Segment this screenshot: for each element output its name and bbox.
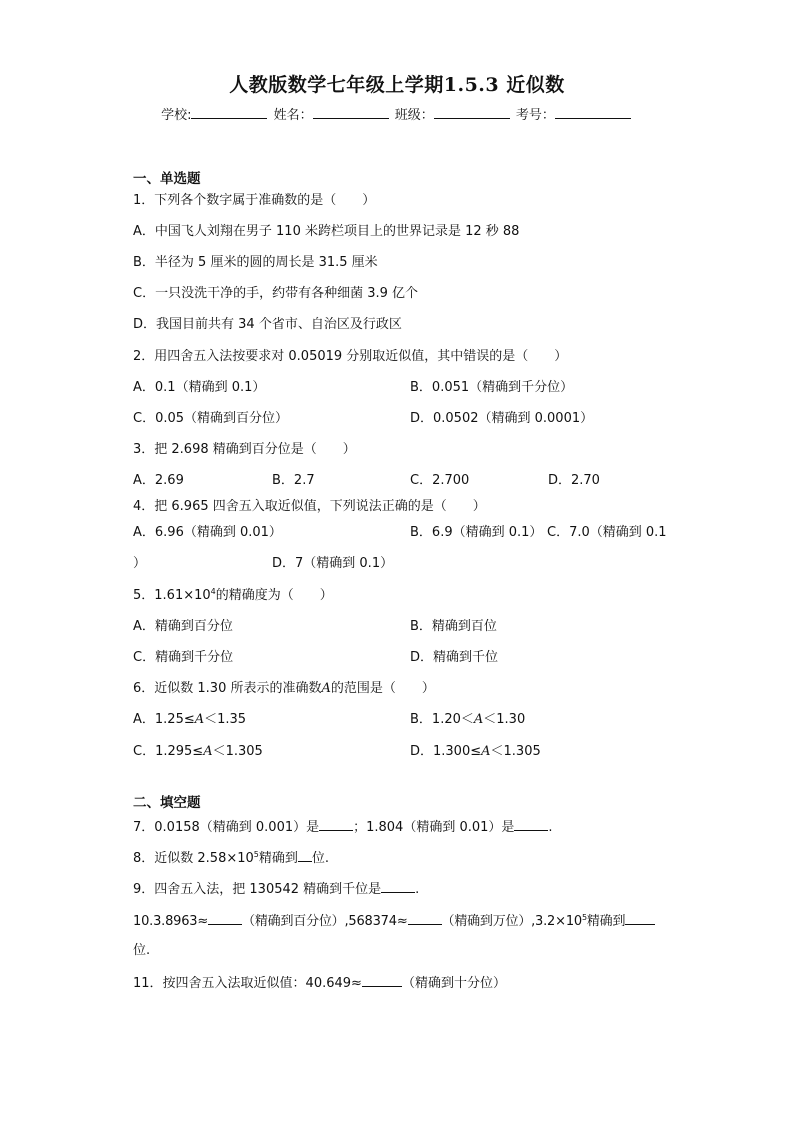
- option-d-pre: D．1.300≤: [410, 744, 482, 759]
- q7-part3: .: [548, 820, 553, 835]
- q8-exponent: 5: [253, 850, 259, 859]
- question-5-option-a: A．精确到百分位: [133, 619, 233, 634]
- school-label: 学校:: [161, 108, 192, 123]
- question-2-option-d: D．0.0502（精确到 0.0001）: [410, 411, 594, 426]
- q9-part2: .: [415, 882, 420, 897]
- q10-part2: （精确到百分位）,568374≈: [242, 914, 408, 929]
- q11-part1: 11．按四舍五入法取近似值：40.649≈: [133, 976, 362, 991]
- question-4-option-c-cont: ）: [133, 556, 147, 571]
- question-4-option-d: D．7（精确到 0.1）: [272, 556, 394, 571]
- question-1-option-d: D．我国目前共有 34 个省市、自治区及行政区: [133, 317, 402, 332]
- question-3-option-b: B．2.7: [272, 473, 315, 488]
- question-5-option-d: D．精确到千位: [410, 650, 499, 665]
- question-5-option-c: C．精确到千分位: [133, 650, 234, 665]
- question-2-option-b: B．0.051（精确到千分位）: [410, 380, 574, 395]
- option-b-pre: B．1.20＜: [410, 712, 474, 727]
- q8-part1: 8．近似数 2.58×10: [133, 851, 254, 866]
- class-label: 班级：: [394, 108, 434, 123]
- question-6-stem-pre: 6．近似数 1.30 所表示的准确数: [133, 681, 322, 696]
- q10-blank-3[interactable]: [625, 912, 655, 925]
- question-2-stem: 2．用四舍五入法按要求对 0.05019 分别取近似值，其中错误的是（ ）: [133, 349, 568, 364]
- question-6-stem-post: 的范围是（ ）: [330, 681, 435, 696]
- option-a-pre: A．1.25≤: [133, 712, 195, 727]
- q8-part2: 精确到: [258, 851, 298, 866]
- option-c-post: ＜1.305: [212, 744, 263, 759]
- q10-blank-2[interactable]: [408, 912, 442, 925]
- question-3-option-a: A．2.69: [133, 473, 184, 488]
- number-label: 考号：: [515, 108, 555, 123]
- question-4-option-c: C．7.0（精确到 0.1: [547, 525, 667, 540]
- q10-exponent: 5: [581, 913, 587, 922]
- q11-part2: （精确到十分位）: [401, 976, 506, 991]
- question-10: [133, 912, 655, 930]
- question-11: [133, 974, 506, 992]
- q7-part2: ；1.804（精确到 0.01）是: [353, 820, 515, 835]
- option-c-pre: C．1.295≤: [133, 744, 204, 759]
- question-5-option-b: B．精确到百位: [410, 619, 497, 634]
- q10-part4: 精确到: [586, 914, 626, 929]
- question-6-option-a: [133, 712, 246, 728]
- question-6-option-c: [133, 744, 263, 760]
- q8-part3: 位.: [311, 851, 330, 866]
- q8-blank[interactable]: [298, 849, 312, 862]
- question-10-line2: 位.: [133, 943, 151, 958]
- question-6-variable: A: [321, 681, 331, 696]
- question-6-option-d: [410, 744, 541, 760]
- class-blank[interactable]: [434, 106, 510, 119]
- q9-part1: 9．四舍五入法，把 130542 精确到千位是: [133, 882, 382, 897]
- option-b-post: ＜1.30: [483, 712, 526, 727]
- question-5-exponent: 4: [210, 587, 216, 596]
- option-d-var: A: [481, 744, 491, 759]
- question-4-stem: 4．把 6.965 四舍五入取近似值，下列说法正确的是（ ）: [133, 499, 486, 514]
- q7-blank-2[interactable]: [514, 818, 548, 831]
- option-b-var: A: [473, 712, 484, 727]
- q11-blank[interactable]: [362, 974, 402, 987]
- question-3-option-c: C．2.700: [410, 473, 470, 488]
- question-3-stem: 3．把 2.698 精确到百分位是（ ）: [133, 442, 356, 457]
- school-blank[interactable]: [191, 106, 267, 119]
- question-4-option-b: B．6.9（精确到 0.1）: [410, 525, 543, 540]
- question-4-option-a: A．6.96（精确到 0.01）: [133, 525, 282, 540]
- q10-part3: （精确到万位）,3.2×10: [441, 914, 582, 929]
- q10-blank-1[interactable]: [208, 912, 242, 925]
- name-blank[interactable]: [313, 106, 389, 119]
- option-d-post: ＜1.305: [490, 744, 541, 759]
- question-6-stem: [133, 681, 435, 697]
- question-5-stem-pre: 5．1.61×10: [133, 588, 211, 603]
- question-5-stem: [133, 588, 333, 604]
- question-5-stem-post: 的精确度为（ ）: [215, 588, 333, 603]
- q9-blank[interactable]: [381, 880, 415, 893]
- question-1-option-b: B．半径为 5 厘米的圆的周长是 31.5 厘米: [133, 255, 378, 270]
- page-title: 人教版数学七年级上学期1.5.3 近似数: [229, 74, 565, 96]
- option-a-var: A: [194, 712, 205, 727]
- question-8: [133, 849, 329, 867]
- question-9: [133, 880, 419, 898]
- question-2-option-c: C．0.05（精确到百分位）: [133, 411, 289, 426]
- question-2-option-a: A．0.1（精确到 0.1）: [133, 380, 266, 395]
- option-a-post: ＜1.35: [204, 712, 247, 727]
- question-1-option-c: C．一只没洗干净的手，约带有各种细菌 3.9 亿个: [133, 286, 419, 301]
- q10-part1: 10.3.8963≈: [133, 914, 209, 929]
- name-label: 姓名：: [273, 108, 313, 123]
- section-single-choice: 一、单选题: [133, 171, 201, 187]
- question-7: [133, 818, 553, 836]
- question-6-option-b: [410, 712, 525, 728]
- student-info-line: [0, 104, 794, 123]
- question-3-option-d: D．2.70: [548, 473, 600, 488]
- question-1-option-a: A．中国飞人刘翔在男子 110 米跨栏项目上的世界记录是 12 秒 88: [133, 224, 520, 239]
- option-c-var: A: [203, 744, 213, 759]
- number-blank[interactable]: [555, 106, 631, 119]
- question-1-stem: 1．下列各个数字属于准确数的是（ ）: [133, 193, 376, 208]
- q7-part1: 7．0.0158（精确到 0.001）是: [133, 820, 320, 835]
- section-fill-blank: 二、填空题: [133, 795, 201, 811]
- q7-blank-1[interactable]: [319, 818, 353, 831]
